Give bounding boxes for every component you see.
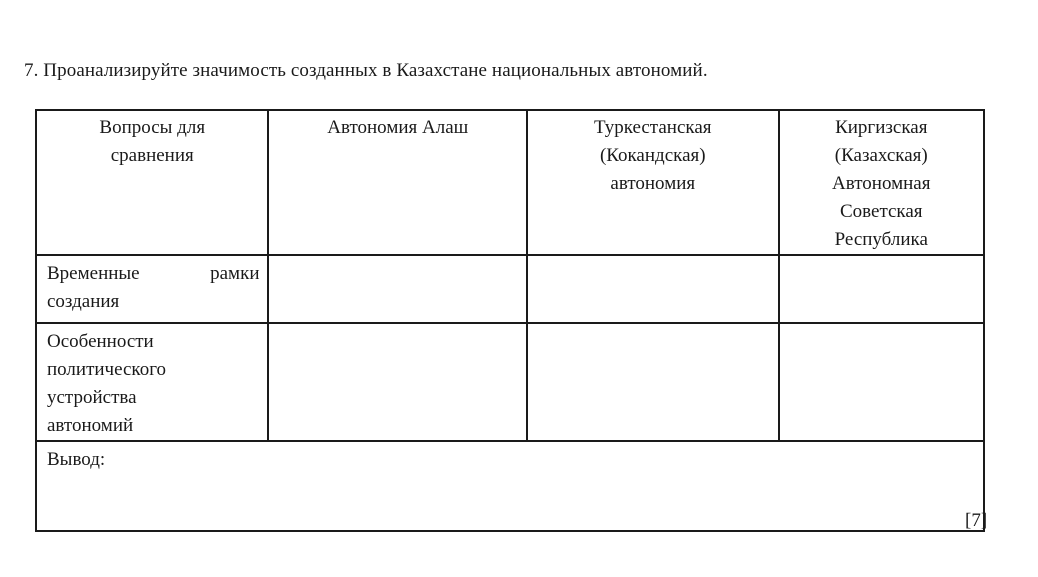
header-alash: [268, 110, 527, 255]
header-turkestan-line: (Кокандская): [599, 145, 706, 166]
label-time-frame: [36, 255, 268, 323]
label-political-line: Особенности: [47, 331, 154, 352]
header-turkestan: [527, 110, 779, 255]
score-marks: [7]: [965, 510, 988, 531]
cell-conclusion[interactable]: [36, 441, 984, 531]
row-political: [36, 323, 984, 441]
header-row: [36, 110, 984, 255]
row-conclusion: [36, 441, 984, 531]
header-questions-line: Вопросы для: [99, 117, 206, 138]
row-time-frame: [36, 255, 984, 323]
cell-political-alash[interactable]: [268, 323, 527, 441]
header-kirghiz-line: Советская: [839, 201, 923, 222]
cell-political-turkestan[interactable]: [527, 323, 779, 441]
header-turkestan-line: Туркестанская: [594, 117, 712, 138]
label-political: [36, 323, 268, 441]
label-political-line: политического: [47, 359, 167, 380]
label-political-line: автономий: [47, 415, 134, 436]
cell-time-alash[interactable]: [268, 255, 527, 323]
task-heading: 7. Проанализируйте значимость созданных в Казахстане национальных автономий.: [24, 60, 708, 81]
cell-time-turkestan[interactable]: [527, 255, 779, 323]
cell-time-kirghiz[interactable]: [779, 255, 984, 323]
label-conclusion: Вывод:: [47, 449, 106, 470]
comparison-table: [35, 109, 988, 532]
header-turkestan-line: автономия: [610, 173, 696, 194]
cell-political-kirghiz[interactable]: [779, 323, 984, 441]
header-kirghiz-line: Киргизская: [835, 117, 928, 138]
label-political-line: устройства: [47, 387, 137, 408]
label-time-frame-line: создания: [47, 291, 120, 312]
header-kirghiz: [779, 110, 984, 255]
header-alash-line: Автономия Алаш: [327, 117, 469, 138]
header-questions-line: сравнения: [110, 145, 194, 166]
header-kirghiz-line: Республика: [834, 229, 928, 250]
label-time-frame-line: Временные рамки: [47, 263, 260, 284]
header-kirghiz-line: Автономная: [832, 173, 931, 194]
header-kirghiz-line: (Казахская): [834, 145, 928, 166]
header-questions: [36, 110, 268, 255]
